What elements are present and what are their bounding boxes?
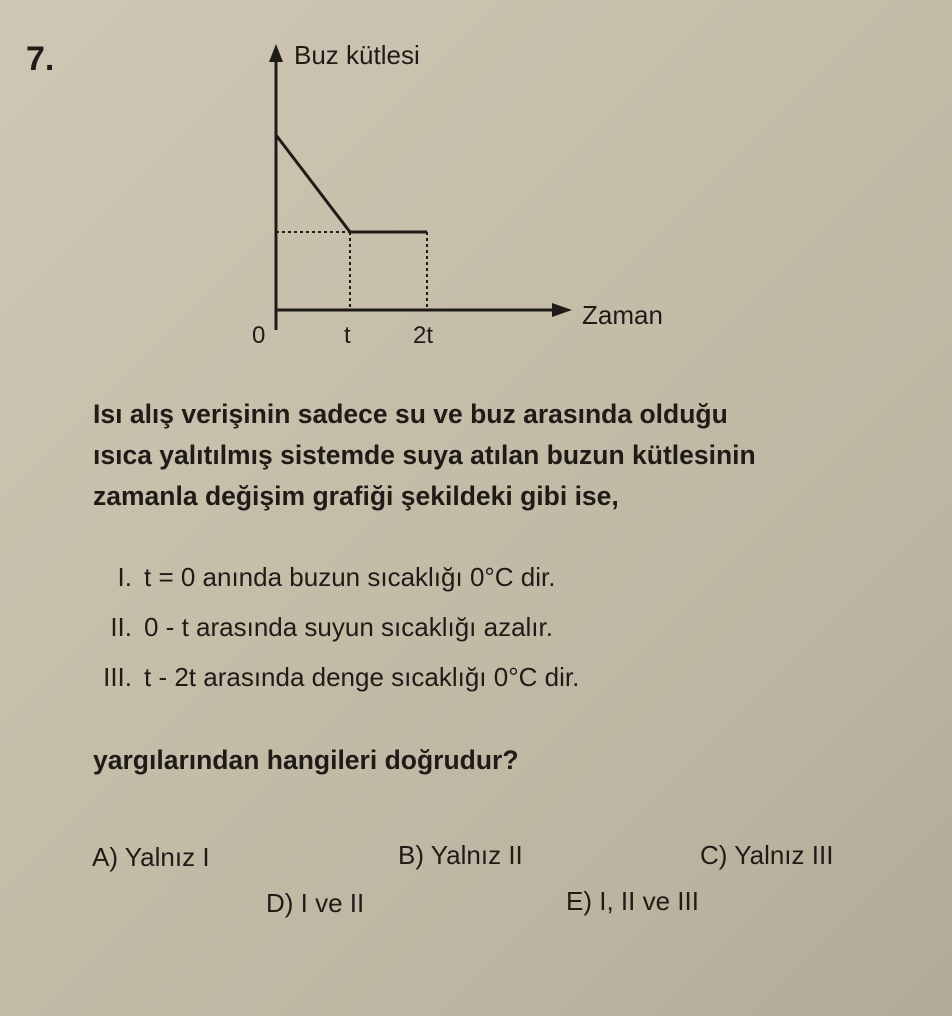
option-d[interactable] <box>266 888 364 919</box>
stem-line: zamanla değişim grafiği şekildeki gibi ise, <box>93 481 619 511</box>
statement-numeral: III. <box>103 662 132 692</box>
y-axis-label: Buz kütlesi <box>294 40 420 70</box>
statement-text: t - 2t arasında denge sıcaklığı 0°C dir. <box>144 662 580 692</box>
option-text: I, II ve III <box>599 886 699 916</box>
option-e[interactable] <box>566 886 699 917</box>
option-text: Yalnız III <box>734 840 834 870</box>
statement-numeral: I. <box>117 562 132 592</box>
x-axis-arrow-icon <box>552 303 572 317</box>
stem-line: Isı alış verişinin sadece su ve buz arasında olduğu <box>93 399 728 429</box>
ice-mass-line <box>276 135 427 232</box>
option-letter: A) <box>92 842 118 872</box>
option-c[interactable] <box>700 840 833 871</box>
option-text: I ve II <box>300 888 365 918</box>
option-text: Yalnız II <box>430 840 523 870</box>
x-axis-label: Zaman <box>582 300 663 330</box>
statement-text: 0 - t arasında suyun sıcaklığı azalır. <box>144 612 553 642</box>
tick-0: 0 <box>252 322 266 349</box>
statement-1 <box>88 562 555 593</box>
question-prompt: yargılarından hangileri doğrudur? <box>93 745 519 775</box>
option-text: Yalnız I <box>124 842 210 872</box>
option-letter: D) <box>266 888 294 918</box>
tick-2t: 2t <box>413 322 434 349</box>
question-number: 7. <box>26 40 55 78</box>
statement-2 <box>88 612 553 643</box>
option-letter: E) <box>566 886 592 916</box>
statement-3 <box>88 662 579 693</box>
option-a[interactable] <box>92 842 210 873</box>
y-axis-arrow-icon <box>269 44 283 62</box>
tick-t: t <box>344 322 351 349</box>
option-letter: B) <box>398 840 424 870</box>
stem-line: ısıca yalıtılmış sistemde suya atılan buzun kütlesinin <box>93 440 756 470</box>
option-b[interactable] <box>398 840 523 871</box>
option-letter: C) <box>700 840 728 870</box>
statement-numeral: II. <box>110 612 132 642</box>
statement-text: t = 0 anında buzun sıcaklığı 0°C dir. <box>144 562 556 592</box>
question-stem <box>93 394 903 517</box>
